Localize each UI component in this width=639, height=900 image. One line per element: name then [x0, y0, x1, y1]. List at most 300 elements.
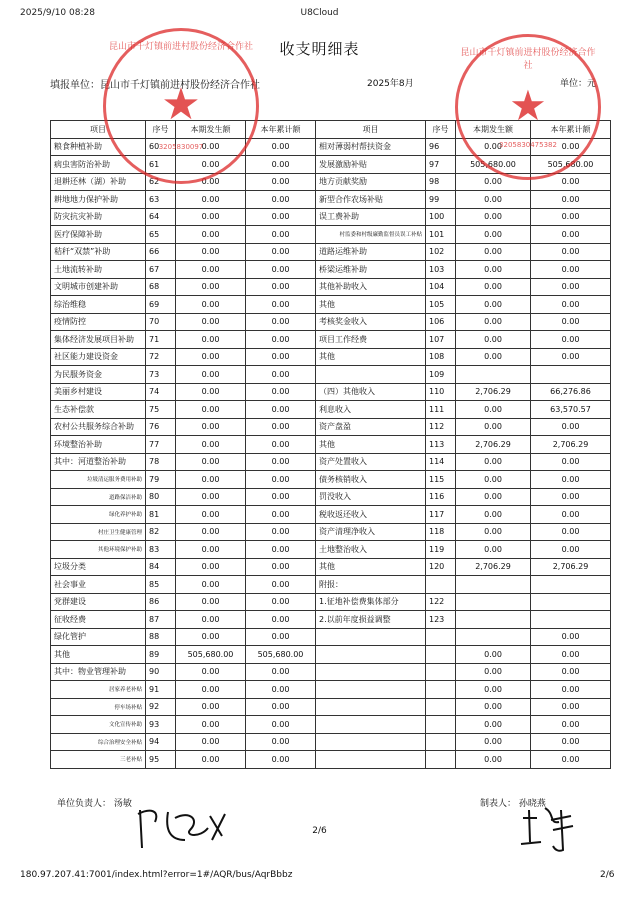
- row-left-no: 70: [146, 313, 176, 331]
- row-right-item: （四）其他收入: [316, 383, 426, 401]
- col-header: 序号: [146, 121, 176, 139]
- row-right-item: [316, 733, 426, 751]
- row-left-no: 62: [146, 173, 176, 191]
- row-left-ytd: 505,680.00: [246, 646, 316, 664]
- row-right-no: 100: [426, 208, 456, 226]
- row-right-ytd: 0.00: [531, 418, 611, 436]
- table-row: [51, 348, 611, 366]
- row-right-current: 0.00: [456, 138, 531, 156]
- row-left-no: 84: [146, 558, 176, 576]
- row-left-ytd: 0.00: [246, 593, 316, 611]
- row-left-ytd: 0.00: [246, 366, 316, 384]
- row-right-current: 2,706.29: [456, 383, 531, 401]
- row-right-ytd: 0.00: [531, 506, 611, 524]
- row-right-no: [426, 733, 456, 751]
- report-period: 2025年8月: [367, 79, 414, 89]
- row-left-no: 86: [146, 593, 176, 611]
- row-left-ytd: 0.00: [246, 488, 316, 506]
- row-left-ytd: 0.00: [246, 558, 316, 576]
- row-left-no: 73: [146, 366, 176, 384]
- row-right-ytd: 0.00: [531, 523, 611, 541]
- row-left-current: 0.00: [176, 366, 246, 384]
- row-left-item: 文明城市创建补助: [51, 278, 146, 296]
- page-url: 180.97.207.41:7001/index.html?error=1#/AQR/bus/AqrBbbz: [20, 870, 293, 880]
- row-left-item: 三老补贴: [51, 751, 146, 769]
- row-left-current: 0.00: [176, 401, 246, 419]
- row-left-item: 其他: [51, 646, 146, 664]
- row-left-current: 0.00: [176, 681, 246, 699]
- row-left-no: 94: [146, 733, 176, 751]
- row-left-ytd: 0.00: [246, 173, 316, 191]
- row-right-ytd: 0.00: [531, 138, 611, 156]
- row-right-item: 2.以前年度损益调整: [316, 611, 426, 629]
- row-right-current: 0.00: [456, 226, 531, 244]
- row-left-ytd: 0.00: [246, 418, 316, 436]
- row-right-current: [456, 593, 531, 611]
- row-left-current: 0.00: [176, 313, 246, 331]
- row-right-ytd: [531, 611, 611, 629]
- row-right-current: 0.00: [456, 278, 531, 296]
- row-right-no: [426, 716, 456, 734]
- row-left-no: 66: [146, 243, 176, 261]
- row-right-item: 地方贡献奖励: [316, 173, 426, 191]
- row-left-no: 80: [146, 488, 176, 506]
- row-right-item: 桥梁运维补助: [316, 261, 426, 279]
- row-left-no: 75: [146, 401, 176, 419]
- row-right-no: 117: [426, 506, 456, 524]
- row-right-current: 2,706.29: [456, 436, 531, 454]
- row-right-no: 119: [426, 541, 456, 559]
- row-right-ytd: 0.00: [531, 751, 611, 769]
- row-left-current: 0.00: [176, 331, 246, 349]
- row-left-ytd: 0.00: [246, 716, 316, 734]
- row-left-no: 69: [146, 296, 176, 314]
- row-left-item: 综治维稳: [51, 296, 146, 314]
- row-left-current: 0.00: [176, 173, 246, 191]
- page-indicator: 2/6: [600, 870, 615, 880]
- row-left-ytd: 0.00: [246, 681, 316, 699]
- row-right-no: 118: [426, 523, 456, 541]
- row-left-item: 社区能力建设资金: [51, 348, 146, 366]
- row-right-ytd: [531, 593, 611, 611]
- table-row: [51, 733, 611, 751]
- row-right-item: 发展激励补贴: [316, 156, 426, 174]
- row-right-current: [456, 611, 531, 629]
- row-right-current: 0.00: [456, 716, 531, 734]
- row-right-ytd: 0.00: [531, 541, 611, 559]
- row-left-current: 0.00: [176, 593, 246, 611]
- row-left-current: 0.00: [176, 383, 246, 401]
- row-left-item: 文化宣传补助: [51, 716, 146, 734]
- row-left-ytd: 0.00: [246, 261, 316, 279]
- row-left-ytd: 0.00: [246, 331, 316, 349]
- row-right-no: 105: [426, 296, 456, 314]
- row-right-item: 项目工作经费: [316, 331, 426, 349]
- col-header: 序号: [426, 121, 456, 139]
- right-company-seal: [455, 34, 601, 180]
- row-right-current: [456, 628, 531, 646]
- table-row: [51, 383, 611, 401]
- row-left-no: 82: [146, 523, 176, 541]
- row-right-ytd: 2,706.29: [531, 436, 611, 454]
- row-right-current: 0.00: [456, 313, 531, 331]
- row-left-ytd: 0.00: [246, 436, 316, 454]
- row-right-no: 111: [426, 401, 456, 419]
- table-row: [51, 541, 611, 559]
- row-right-ytd: 0.00: [531, 331, 611, 349]
- row-left-ytd: 0.00: [246, 541, 316, 559]
- row-right-current: 0.00: [456, 401, 531, 419]
- row-left-item: 道路保洁补助: [51, 488, 146, 506]
- row-right-current: 0.00: [456, 471, 531, 489]
- row-left-no: 83: [146, 541, 176, 559]
- row-right-no: 107: [426, 331, 456, 349]
- row-right-current: 0.00: [456, 348, 531, 366]
- col-header: 本年累计额: [246, 121, 316, 139]
- row-right-ytd: 0.00: [531, 471, 611, 489]
- table-row: [51, 243, 611, 261]
- row-left-current: 0.00: [176, 243, 246, 261]
- row-left-no: 88: [146, 628, 176, 646]
- row-left-current: 0.00: [176, 558, 246, 576]
- row-left-no: 93: [146, 716, 176, 734]
- table-row: [51, 751, 611, 769]
- row-left-item: 社会事业: [51, 576, 146, 594]
- row-right-current: 0.00: [456, 418, 531, 436]
- row-right-ytd: 0.00: [531, 488, 611, 506]
- row-left-no: 68: [146, 278, 176, 296]
- row-left-current: 0.00: [176, 138, 246, 156]
- row-left-ytd: 0.00: [246, 208, 316, 226]
- table-row: [51, 401, 611, 419]
- row-right-current: 0.00: [456, 751, 531, 769]
- row-right-ytd: 0.00: [531, 663, 611, 681]
- row-right-item: 资产清理净收入: [316, 523, 426, 541]
- row-right-no: 113: [426, 436, 456, 454]
- row-left-ytd: 0.00: [246, 296, 316, 314]
- row-left-no: 74: [146, 383, 176, 401]
- row-right-item: 误工费补助: [316, 208, 426, 226]
- row-left-item: 其中：物业管理补助: [51, 663, 146, 681]
- row-left-no: 61: [146, 156, 176, 174]
- row-right-ytd: 0.00: [531, 646, 611, 664]
- row-right-item: 其他补助收入: [316, 278, 426, 296]
- row-left-no: 64: [146, 208, 176, 226]
- table-row: [51, 523, 611, 541]
- row-left-current: 0.00: [176, 488, 246, 506]
- seal-ring-text: 昆山市千灯镇前进村股份经济合作社: [108, 42, 253, 52]
- row-right-current: 0.00: [456, 296, 531, 314]
- row-right-ytd: 0.00: [531, 313, 611, 331]
- row-right-ytd: 0.00: [531, 453, 611, 471]
- row-left-ytd: 0.00: [246, 383, 316, 401]
- row-right-current: 0.00: [456, 663, 531, 681]
- row-left-ytd: 0.00: [246, 663, 316, 681]
- row-right-ytd: 0.00: [531, 226, 611, 244]
- row-right-item: 资产处置收入: [316, 453, 426, 471]
- row-right-item: [316, 716, 426, 734]
- row-right-current: 0.00: [456, 646, 531, 664]
- row-right-item: 其他: [316, 296, 426, 314]
- row-left-ytd: 0.00: [246, 156, 316, 174]
- col-header: 项目: [316, 121, 426, 139]
- row-left-ytd: 0.00: [246, 191, 316, 209]
- row-left-no: 76: [146, 418, 176, 436]
- row-left-item: 绿化养护补助: [51, 506, 146, 524]
- table-row: [51, 506, 611, 524]
- responsible-person: 单位负责人： 汤敏: [57, 799, 132, 809]
- row-right-item: 相对薄弱村帮扶资金: [316, 138, 426, 156]
- row-right-no: 112: [426, 418, 456, 436]
- row-left-item: 生态补偿款: [51, 401, 146, 419]
- row-left-current: 0.00: [176, 208, 246, 226]
- row-right-no: [426, 646, 456, 664]
- seal-ring-text: 昆山市千灯镇前进村股份经济合作社: [460, 48, 596, 71]
- report-title: 收支明细表: [279, 40, 360, 58]
- table-row: [51, 488, 611, 506]
- row-left-item: 为民服务资金: [51, 366, 146, 384]
- row-left-ytd: 0.00: [246, 348, 316, 366]
- row-left-current: 0.00: [176, 716, 246, 734]
- row-right-no: 109: [426, 366, 456, 384]
- row-right-current: 0.00: [456, 681, 531, 699]
- table-row: [51, 191, 611, 209]
- row-right-no: 110: [426, 383, 456, 401]
- row-left-ytd: 0.00: [246, 471, 316, 489]
- row-left-item: 党群建设: [51, 593, 146, 611]
- row-left-current: 0.00: [176, 541, 246, 559]
- row-left-no: 85: [146, 576, 176, 594]
- row-left-current: 505,680.00: [176, 646, 246, 664]
- row-right-current: 0.00: [456, 541, 531, 559]
- row-left-ytd: 0.00: [246, 226, 316, 244]
- row-right-item: [316, 751, 426, 769]
- row-right-current: 2,706.29: [456, 558, 531, 576]
- row-left-current: 0.00: [176, 611, 246, 629]
- seal-code: 3205830475382: [499, 141, 557, 149]
- row-right-item: [316, 681, 426, 699]
- row-right-item: [316, 698, 426, 716]
- row-right-no: [426, 698, 456, 716]
- row-left-current: 0.00: [176, 663, 246, 681]
- row-right-current: 0.00: [456, 453, 531, 471]
- row-right-ytd: 0.00: [531, 278, 611, 296]
- row-right-ytd: 0.00: [531, 243, 611, 261]
- table-row: [51, 331, 611, 349]
- row-right-current: 0.00: [456, 523, 531, 541]
- row-left-no: 90: [146, 663, 176, 681]
- row-left-current: 0.00: [176, 278, 246, 296]
- row-right-no: 114: [426, 453, 456, 471]
- row-left-ytd: 0.00: [246, 751, 316, 769]
- row-left-no: 63: [146, 191, 176, 209]
- row-right-item: 其他: [316, 348, 426, 366]
- row-left-ytd: 0.00: [246, 576, 316, 594]
- row-right-no: 108: [426, 348, 456, 366]
- row-left-no: 60: [146, 138, 176, 156]
- row-left-item: 病虫害防治补助: [51, 156, 146, 174]
- row-right-item: 税收返还收入: [316, 506, 426, 524]
- row-right-current: 0.00: [456, 208, 531, 226]
- row-left-ytd: 0.00: [246, 278, 316, 296]
- row-right-no: 101: [426, 226, 456, 244]
- currency-unit: 单位：元: [560, 79, 597, 89]
- row-right-no: [426, 663, 456, 681]
- row-right-current: 0.00: [456, 173, 531, 191]
- row-right-ytd: 0.00: [531, 733, 611, 751]
- row-right-no: 120: [426, 558, 456, 576]
- row-left-no: 91: [146, 681, 176, 699]
- row-right-item: 附报：: [316, 576, 426, 594]
- row-left-item: 防灾抗灾补助: [51, 208, 146, 226]
- left-company-seal: [103, 28, 259, 184]
- row-left-current: 0.00: [176, 733, 246, 751]
- row-left-item: 垃圾分类: [51, 558, 146, 576]
- table-row: [51, 716, 611, 734]
- row-left-current: 0.00: [176, 576, 246, 594]
- browser-app-name: U8Cloud: [300, 8, 339, 18]
- row-left-current: 0.00: [176, 226, 246, 244]
- row-left-current: 0.00: [176, 471, 246, 489]
- row-left-no: 79: [146, 471, 176, 489]
- row-left-no: 72: [146, 348, 176, 366]
- row-left-no: 92: [146, 698, 176, 716]
- row-left-no: 95: [146, 751, 176, 769]
- row-left-item: 退耕还林（湖）补助: [51, 173, 146, 191]
- row-right-item: 其他: [316, 558, 426, 576]
- row-right-item: [316, 646, 426, 664]
- row-left-current: 0.00: [176, 156, 246, 174]
- row-left-item: 集体经济发展项目补助: [51, 331, 146, 349]
- row-right-no: 104: [426, 278, 456, 296]
- row-left-no: 87: [146, 611, 176, 629]
- row-left-ytd: 0.00: [246, 628, 316, 646]
- row-left-no: 78: [146, 453, 176, 471]
- row-right-item: 村监委和村级廉勤监督员误工补贴: [316, 226, 426, 244]
- row-right-ytd: 66,276.86: [531, 383, 611, 401]
- row-right-current: 0.00: [456, 488, 531, 506]
- row-right-current: [456, 576, 531, 594]
- row-left-current: 0.00: [176, 261, 246, 279]
- table-row: [51, 628, 611, 646]
- seal-code: 3205830097: [158, 143, 204, 151]
- table-row: [51, 261, 611, 279]
- row-right-current: 0.00: [456, 243, 531, 261]
- row-left-current: 0.00: [176, 523, 246, 541]
- table-row: [51, 278, 611, 296]
- row-right-current: 0.00: [456, 331, 531, 349]
- row-left-ytd: 0.00: [246, 611, 316, 629]
- row-right-item: [316, 628, 426, 646]
- row-left-no: 77: [146, 436, 176, 454]
- row-left-item: 土地流转补助: [51, 261, 146, 279]
- row-right-ytd: [531, 576, 611, 594]
- table-row: [51, 681, 611, 699]
- col-header: 本期发生额: [456, 121, 531, 139]
- row-right-ytd: 0.00: [531, 348, 611, 366]
- row-right-no: 106: [426, 313, 456, 331]
- row-left-current: 0.00: [176, 506, 246, 524]
- row-left-item: 综合治理安全补贴: [51, 733, 146, 751]
- table-row: [51, 611, 611, 629]
- row-left-item: 其他环境保护补助: [51, 541, 146, 559]
- table-row: [51, 418, 611, 436]
- row-right-item: 土地整治收入: [316, 541, 426, 559]
- row-left-item: 耕地地力保护补助: [51, 191, 146, 209]
- row-right-item: [316, 366, 426, 384]
- row-left-ytd: 0.00: [246, 243, 316, 261]
- table-row: [51, 226, 611, 244]
- row-left-no: 81: [146, 506, 176, 524]
- row-left-ytd: 0.00: [246, 506, 316, 524]
- row-right-item: [316, 663, 426, 681]
- row-right-no: 122: [426, 593, 456, 611]
- row-left-item: 秸秆“双禁”补助: [51, 243, 146, 261]
- row-left-item: 粮食种植补助: [51, 138, 146, 156]
- row-right-ytd: 0.00: [531, 628, 611, 646]
- row-right-current: 0.00: [456, 698, 531, 716]
- table-row: [51, 366, 611, 384]
- row-right-no: 97: [426, 156, 456, 174]
- row-right-no: [426, 681, 456, 699]
- row-right-item: 新型合作农场补贴: [316, 191, 426, 209]
- row-left-item: 美丽乡村建设: [51, 383, 146, 401]
- row-left-item: 居家养老补贴: [51, 681, 146, 699]
- row-right-no: 102: [426, 243, 456, 261]
- row-left-ytd: 0.00: [246, 733, 316, 751]
- table-row: [51, 208, 611, 226]
- row-left-item: 疫情防控: [51, 313, 146, 331]
- row-left-item: 停车场补贴: [51, 698, 146, 716]
- row-left-current: 0.00: [176, 453, 246, 471]
- table-row: [51, 558, 611, 576]
- table-body: [51, 138, 611, 768]
- page-number: 2/6: [312, 826, 327, 836]
- row-left-ytd: 0.00: [246, 523, 316, 541]
- row-right-no: [426, 628, 456, 646]
- row-left-item: 农村公共服务综合补助: [51, 418, 146, 436]
- row-right-item: 道路运维补助: [316, 243, 426, 261]
- row-right-item: 考核奖金收入: [316, 313, 426, 331]
- row-right-ytd: 505,680.00: [531, 156, 611, 174]
- row-right-no: 103: [426, 261, 456, 279]
- row-right-current: 505,680.00: [456, 156, 531, 174]
- row-right-no: 98: [426, 173, 456, 191]
- row-right-ytd: 63,570.57: [531, 401, 611, 419]
- row-right-ytd: 0.00: [531, 698, 611, 716]
- row-left-ytd: 0.00: [246, 138, 316, 156]
- row-right-no: 99: [426, 191, 456, 209]
- row-left-item: 医疗保障补助: [51, 226, 146, 244]
- row-left-no: 89: [146, 646, 176, 664]
- row-right-ytd: 0.00: [531, 261, 611, 279]
- row-left-item: 绿化管护: [51, 628, 146, 646]
- row-right-item: 债务核销收入: [316, 471, 426, 489]
- table-row: [51, 698, 611, 716]
- row-left-ytd: 0.00: [246, 453, 316, 471]
- row-left-current: 0.00: [176, 751, 246, 769]
- fill-unit: 填报单位：昆山市千灯镇前进村股份经济合作社: [50, 80, 260, 91]
- col-header: 项目: [51, 121, 146, 139]
- table-row: [51, 453, 611, 471]
- income-expense-table: [50, 120, 611, 769]
- row-left-no: 65: [146, 226, 176, 244]
- seal-star-icon: ★: [161, 79, 201, 130]
- row-right-ytd: 0.00: [531, 208, 611, 226]
- row-right-item: 罚没收入: [316, 488, 426, 506]
- row-right-current: 0.00: [456, 506, 531, 524]
- row-left-current: 0.00: [176, 191, 246, 209]
